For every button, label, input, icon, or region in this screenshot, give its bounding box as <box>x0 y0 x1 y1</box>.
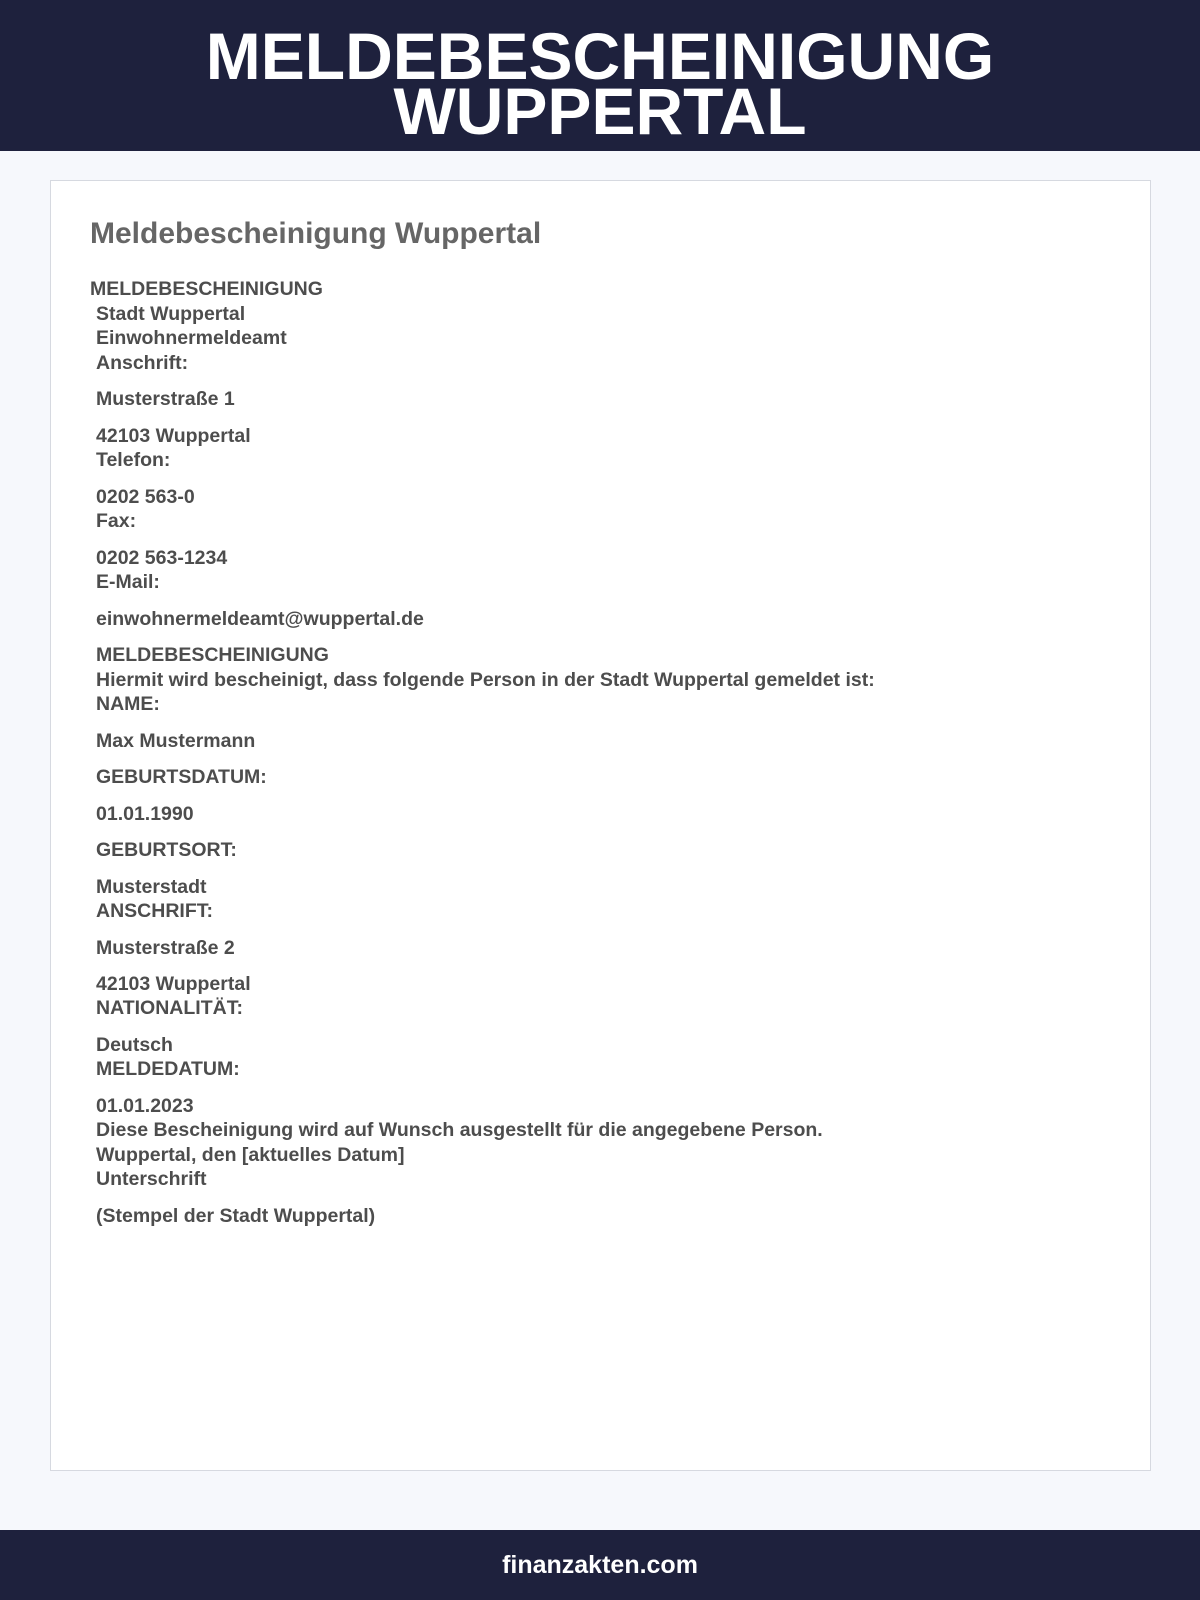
doc-line: Telefon: <box>96 449 171 471</box>
doc-line: (Stempel der Stadt Wuppertal) <box>96 1205 376 1227</box>
doc-line: MELDEDATUM: <box>96 1058 240 1080</box>
doc-line: 01.01.2023 <box>96 1095 194 1117</box>
doc-line: Hiermit wird bescheinigt, dass folgende Person in der Stadt Wuppertal gemeldet ist: <box>96 669 875 691</box>
doc-line: NAME: <box>96 693 160 715</box>
doc-line: Musterstadt <box>96 876 207 898</box>
doc-line: MELDEBESCHEINIGUNG <box>90 278 323 300</box>
doc-line: GEBURTSDATUM: <box>96 766 267 788</box>
doc-line: Deutsch <box>96 1034 173 1056</box>
page-header <box>0 0 1200 151</box>
doc-line: 42103 Wuppertal <box>96 425 251 447</box>
page-title <box>0 0 1200 148</box>
title-line-1: MELDEBESCHEINIGUNG <box>205 19 995 93</box>
doc-line: Max Mustermann <box>96 730 256 752</box>
document-heading: Meldebescheinigung Wuppertal <box>90 217 542 250</box>
doc-line: GEBURTSORT: <box>96 839 237 861</box>
doc-line: Anschrift: <box>96 352 189 374</box>
doc-line: MELDEBESCHEINIGUNG <box>96 644 329 666</box>
doc-line: Wuppertal, den [aktuelles Datum] <box>96 1144 405 1166</box>
doc-line: 01.01.1990 <box>96 803 194 825</box>
title-line-2: WUPPERTAL <box>393 74 807 148</box>
footer-site-link[interactable]: finanzakten.com <box>502 1551 698 1579</box>
doc-line: 0202 563-0 <box>96 486 195 508</box>
doc-line: Fax: <box>96 510 137 532</box>
doc-line: Musterstraße 2 <box>96 937 235 959</box>
doc-line: NATIONALITÄT: <box>96 997 243 1019</box>
doc-line: Stadt Wuppertal <box>96 303 246 325</box>
document-card <box>50 180 1151 1471</box>
doc-line: E-Mail: <box>96 571 160 593</box>
doc-line: 42103 Wuppertal <box>96 973 251 995</box>
doc-line: 0202 563-1234 <box>96 547 228 569</box>
doc-line: Diese Bescheinigung wird auf Wunsch ausgestellt für die angegebene Person. <box>96 1119 823 1141</box>
doc-line: ANSCHRIFT: <box>96 900 213 922</box>
doc-line: Einwohnermeldeamt <box>96 327 287 349</box>
doc-line: Unterschrift <box>96 1168 207 1190</box>
page-footer <box>0 1530 1200 1600</box>
doc-line: einwohnermeldeamt@wuppertal.de <box>96 608 424 630</box>
doc-line: Musterstraße 1 <box>96 388 235 410</box>
